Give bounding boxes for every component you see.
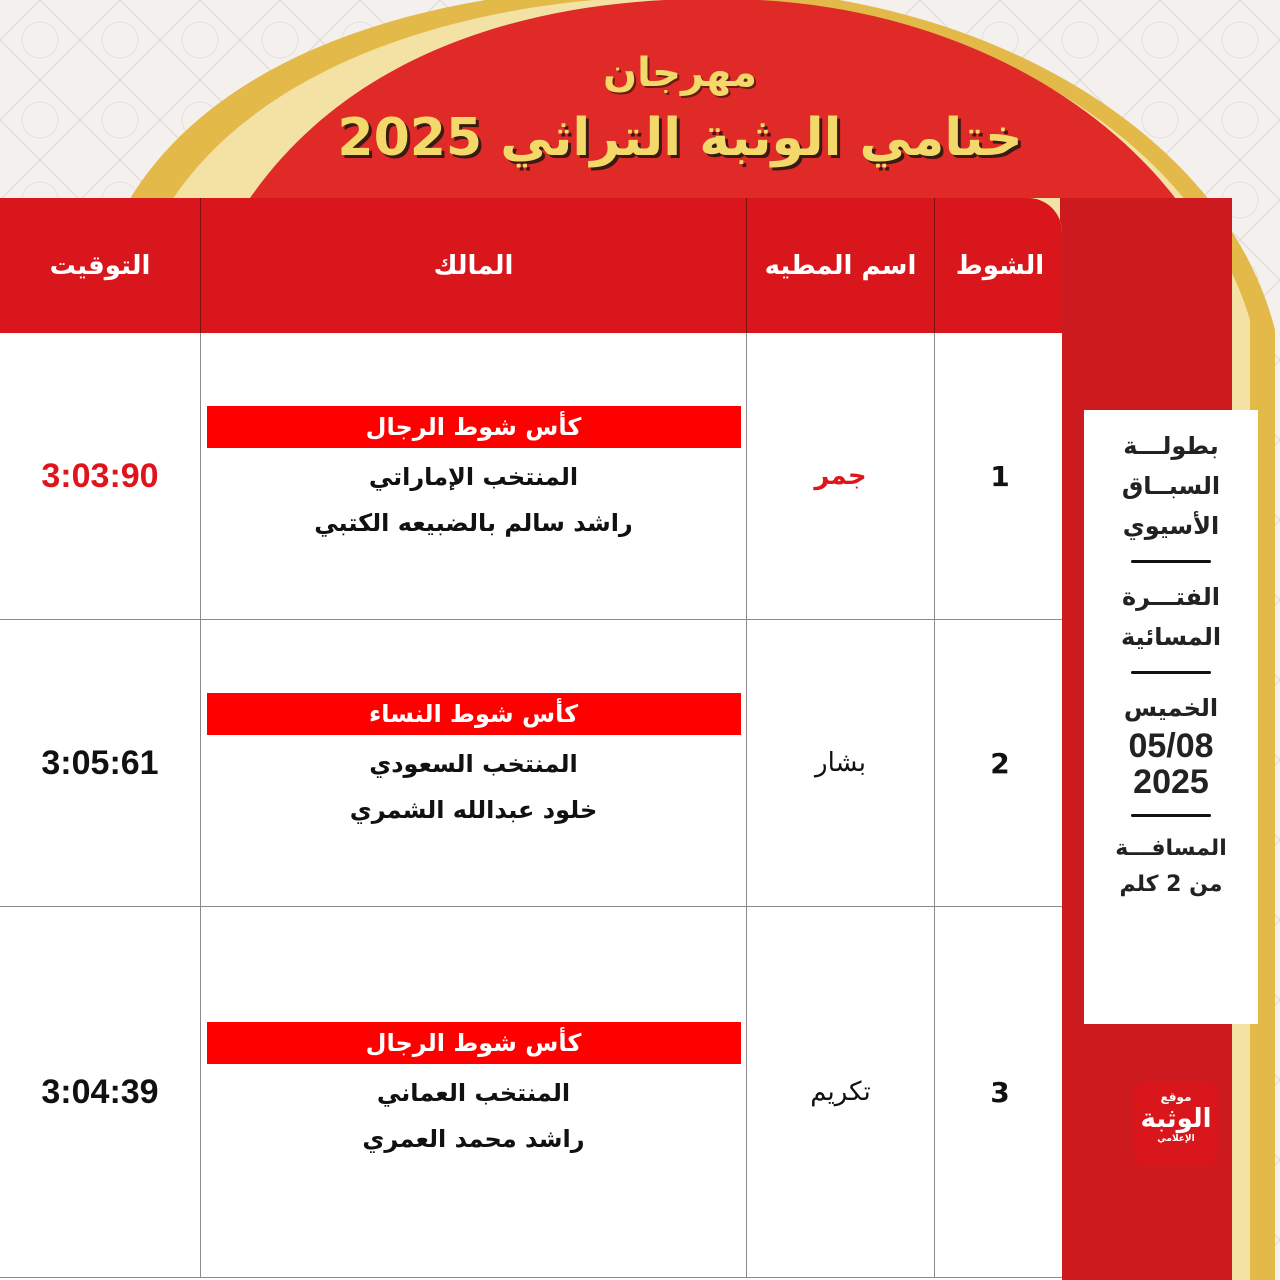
period-line: المسائية (1120, 623, 1222, 651)
heat-number: 2 (935, 620, 1063, 907)
table-row (0, 333, 1062, 620)
team-name: المنتخب السعودي (369, 750, 578, 778)
owner-cell (201, 333, 747, 620)
logo-sub-text: الإعلامي (1157, 1134, 1195, 1144)
championship-label (1084, 426, 1258, 546)
race-time: 3:04:39 (41, 1072, 159, 1111)
separator (1131, 814, 1211, 817)
time-cell (0, 333, 201, 620)
column-header-camel: اسم المطيه (747, 198, 935, 333)
year-label: 2025 (1133, 763, 1209, 801)
cup-banner: كأس شوط الرجال (207, 1022, 741, 1064)
team-name: المنتخب الإماراتي (368, 463, 579, 491)
owner-name: خلود عبدالله الشمري (349, 796, 598, 824)
column-header-heat: الشوط (935, 198, 1063, 333)
festival-title: ختامي الوثبة التراثي 2025 (337, 108, 1023, 168)
owner-name: راشد محمد العمري (362, 1125, 585, 1153)
championship-line: الأسيوي (1122, 512, 1220, 540)
distance-line: من 2 كلم (1119, 872, 1223, 897)
championship-line: السبــاق (1121, 472, 1221, 500)
championship-line: بطولـــة (1123, 432, 1219, 460)
period-line: الفتـــرة (1121, 583, 1220, 611)
separator (1131, 560, 1211, 563)
period-label (1084, 577, 1258, 657)
owner-cell (201, 620, 747, 907)
table-row (0, 620, 1062, 907)
day-label: الخميس (1123, 694, 1219, 722)
event-info-panel (1084, 410, 1258, 1024)
owner-name: راشد سالم بالضبيعه الكتبي (314, 509, 633, 537)
distance-label (1084, 831, 1258, 903)
camel-name: بشار (747, 620, 935, 907)
separator (1131, 671, 1211, 674)
time-cell (0, 907, 201, 1278)
alwathba-logo (1134, 1082, 1218, 1166)
logo-top-text: موقع (1160, 1090, 1192, 1104)
cup-banner: كأس شوط النساء (207, 693, 741, 735)
results-table (0, 198, 1062, 1280)
table-header-row (0, 198, 1062, 333)
distance-line: المسافـــة (1115, 836, 1227, 861)
team-name: المنتخب العماني (376, 1079, 571, 1107)
table-row (0, 907, 1062, 1278)
date-label: 05/08 (1128, 727, 1214, 765)
heat-number: 3 (935, 907, 1063, 1278)
column-header-time: التوقيت (0, 198, 201, 333)
camel-name: تكريم (747, 907, 935, 1278)
owner-cell (201, 907, 747, 1278)
camel-name: جمر (747, 333, 935, 620)
heat-number: 1 (935, 333, 1063, 620)
race-time: 3:03:90 (41, 456, 159, 495)
date-block (1084, 688, 1258, 800)
festival-label: مهرجان (602, 50, 758, 96)
time-cell (0, 620, 201, 907)
cup-banner: كأس شوط الرجال (207, 406, 741, 448)
column-header-owner: المالك (201, 198, 747, 333)
race-time: 3:05:61 (41, 743, 159, 782)
logo-name-text: الوثبة (1140, 1104, 1212, 1134)
